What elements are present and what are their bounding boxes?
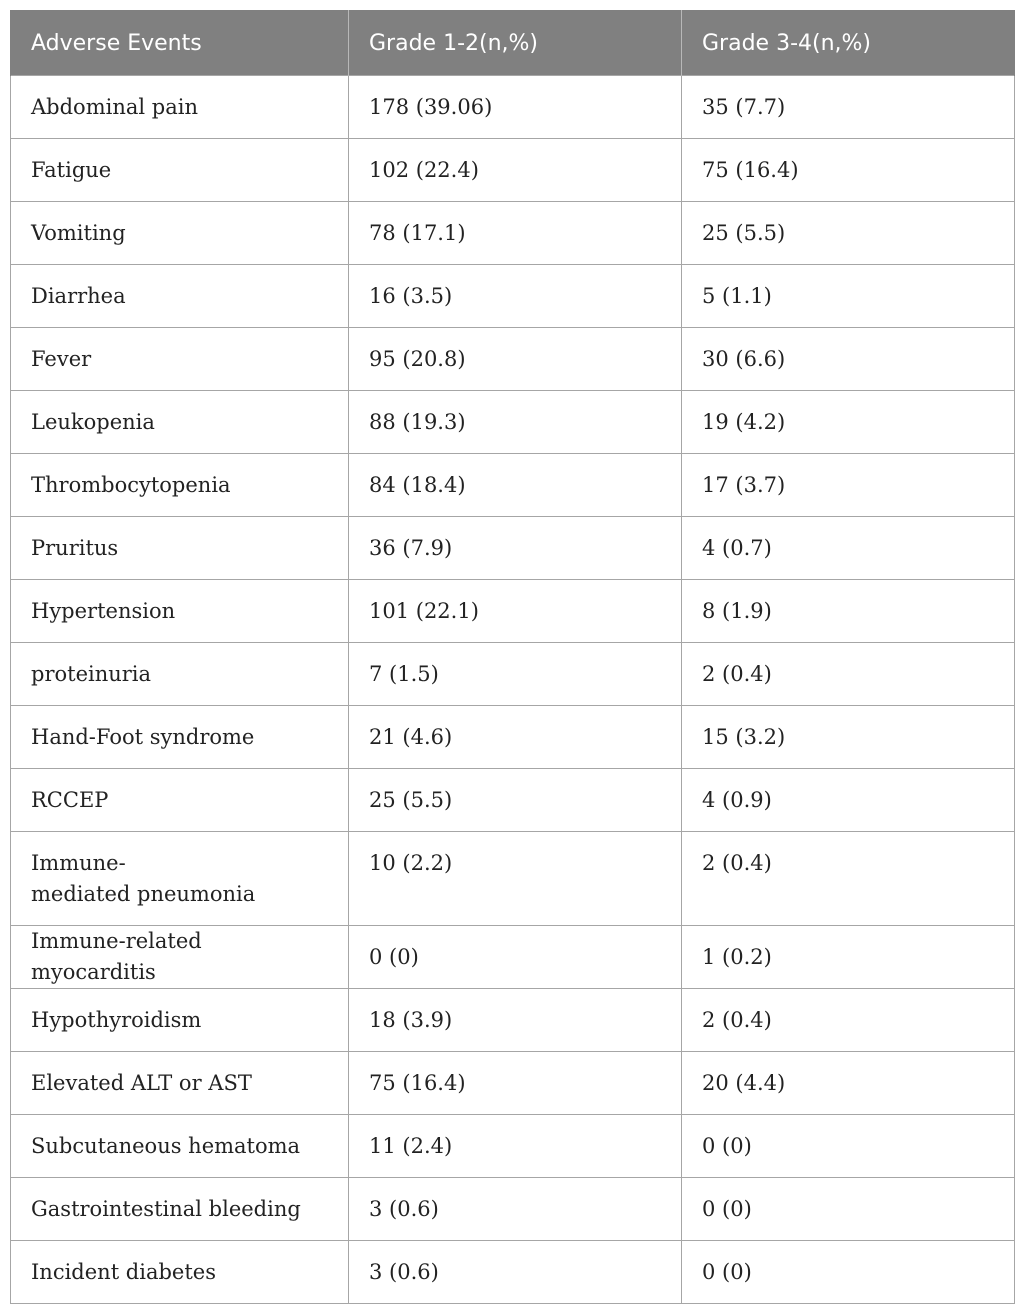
grade-3-4-cell: 0 (0): [682, 1115, 1015, 1178]
event-name-cell: Incident diabetes: [11, 1241, 349, 1304]
grade-1-2-cell: 36 (7.9): [349, 517, 682, 580]
table-row: [11, 926, 1015, 989]
table-row: [11, 391, 1015, 454]
grade-3-4-cell: 4 (0.7): [682, 517, 1015, 580]
grade-1-2-cell: 18 (3.9): [349, 989, 682, 1052]
table-row: [11, 832, 1015, 926]
event-name-cell: Gastrointestinal bleeding: [11, 1178, 349, 1241]
grade-3-4-cell: 35 (7.7): [682, 76, 1015, 139]
table-row: [11, 517, 1015, 580]
table-body: [11, 76, 1015, 1304]
grade-1-2-cell: 102 (22.4): [349, 139, 682, 202]
event-name-cell: Thrombocytopenia: [11, 454, 349, 517]
event-name-cell: Vomiting: [11, 202, 349, 265]
table-row: [11, 1052, 1015, 1115]
grade-3-4-cell: 0 (0): [682, 1178, 1015, 1241]
grade-3-4-cell: 30 (6.6): [682, 328, 1015, 391]
grade-3-4-cell: 25 (5.5): [682, 202, 1015, 265]
grade-1-2-cell: 178 (39.06): [349, 76, 682, 139]
grade-1-2-cell: 11 (2.4): [349, 1115, 682, 1178]
grade-1-2-cell: 78 (17.1): [349, 202, 682, 265]
event-name-cell: Hand-Foot syndrome: [11, 706, 349, 769]
table-row: [11, 1115, 1015, 1178]
adverse-events-table: [10, 10, 1015, 1304]
table-header: [11, 11, 1015, 76]
grade-1-2-cell: 25 (5.5): [349, 769, 682, 832]
table-row: [11, 989, 1015, 1052]
grade-1-2-cell: 7 (1.5): [349, 643, 682, 706]
grade-1-2-cell: 75 (16.4): [349, 1052, 682, 1115]
grade-3-4-cell: 20 (4.4): [682, 1052, 1015, 1115]
table-row: [11, 328, 1015, 391]
table-row: [11, 76, 1015, 139]
grade-3-4-cell: 2 (0.4): [682, 643, 1015, 706]
event-name-cell: Hypothyroidism: [11, 989, 349, 1052]
header-row: [11, 11, 1015, 76]
event-name-cell: Pruritus: [11, 517, 349, 580]
grade-3-4-cell: 4 (0.9): [682, 769, 1015, 832]
table-row: [11, 1178, 1015, 1241]
grade-1-2-cell: 101 (22.1): [349, 580, 682, 643]
adverse-events-table-container: [10, 10, 1014, 1304]
event-name-cell: Immune-related myocarditis: [11, 926, 349, 989]
table-row: [11, 265, 1015, 328]
event-name-cell: Leukopenia: [11, 391, 349, 454]
header-cell-grade-3-4: Grade 3-4(n,%): [682, 11, 1015, 76]
table-row: [11, 139, 1015, 202]
event-name-cell: Fever: [11, 328, 349, 391]
table-row: [11, 202, 1015, 265]
grade-1-2-cell: 21 (4.6): [349, 706, 682, 769]
grade-3-4-cell: 8 (1.9): [682, 580, 1015, 643]
grade-3-4-cell: 1 (0.2): [682, 926, 1015, 989]
grade-3-4-cell: 0 (0): [682, 1241, 1015, 1304]
table-row: [11, 769, 1015, 832]
grade-1-2-cell: 84 (18.4): [349, 454, 682, 517]
grade-3-4-cell: 2 (0.4): [682, 832, 1015, 926]
event-name-cell: Fatigue: [11, 139, 349, 202]
event-name-cell: Diarrhea: [11, 265, 349, 328]
grade-1-2-cell: 88 (19.3): [349, 391, 682, 454]
table-row: [11, 706, 1015, 769]
grade-1-2-cell: 95 (20.8): [349, 328, 682, 391]
grade-3-4-cell: 17 (3.7): [682, 454, 1015, 517]
table-row: [11, 454, 1015, 517]
event-name-cell: Immune- mediated pneumonia: [11, 832, 349, 926]
grade-3-4-cell: 2 (0.4): [682, 989, 1015, 1052]
grade-1-2-cell: 16 (3.5): [349, 265, 682, 328]
table-row: [11, 643, 1015, 706]
grade-1-2-cell: 3 (0.6): [349, 1178, 682, 1241]
grade-3-4-cell: 19 (4.2): [682, 391, 1015, 454]
event-name-cell: RCCEP: [11, 769, 349, 832]
header-cell-adverse-events: Adverse Events: [11, 11, 349, 76]
grade-1-2-cell: 0 (0): [349, 926, 682, 989]
grade-3-4-cell: 75 (16.4): [682, 139, 1015, 202]
grade-1-2-cell: 3 (0.6): [349, 1241, 682, 1304]
event-name-cell: Hypertension: [11, 580, 349, 643]
event-name-cell: Subcutaneous hematoma: [11, 1115, 349, 1178]
grade-3-4-cell: 5 (1.1): [682, 265, 1015, 328]
grade-3-4-cell: 15 (3.2): [682, 706, 1015, 769]
table-row: [11, 580, 1015, 643]
event-name-cell: proteinuria: [11, 643, 349, 706]
event-name-cell: Abdominal pain: [11, 76, 349, 139]
header-cell-grade-1-2: Grade 1-2(n,%): [349, 11, 682, 76]
table-row: [11, 1241, 1015, 1304]
grade-1-2-cell: 10 (2.2): [349, 832, 682, 926]
event-name-cell: Elevated ALT or AST: [11, 1052, 349, 1115]
